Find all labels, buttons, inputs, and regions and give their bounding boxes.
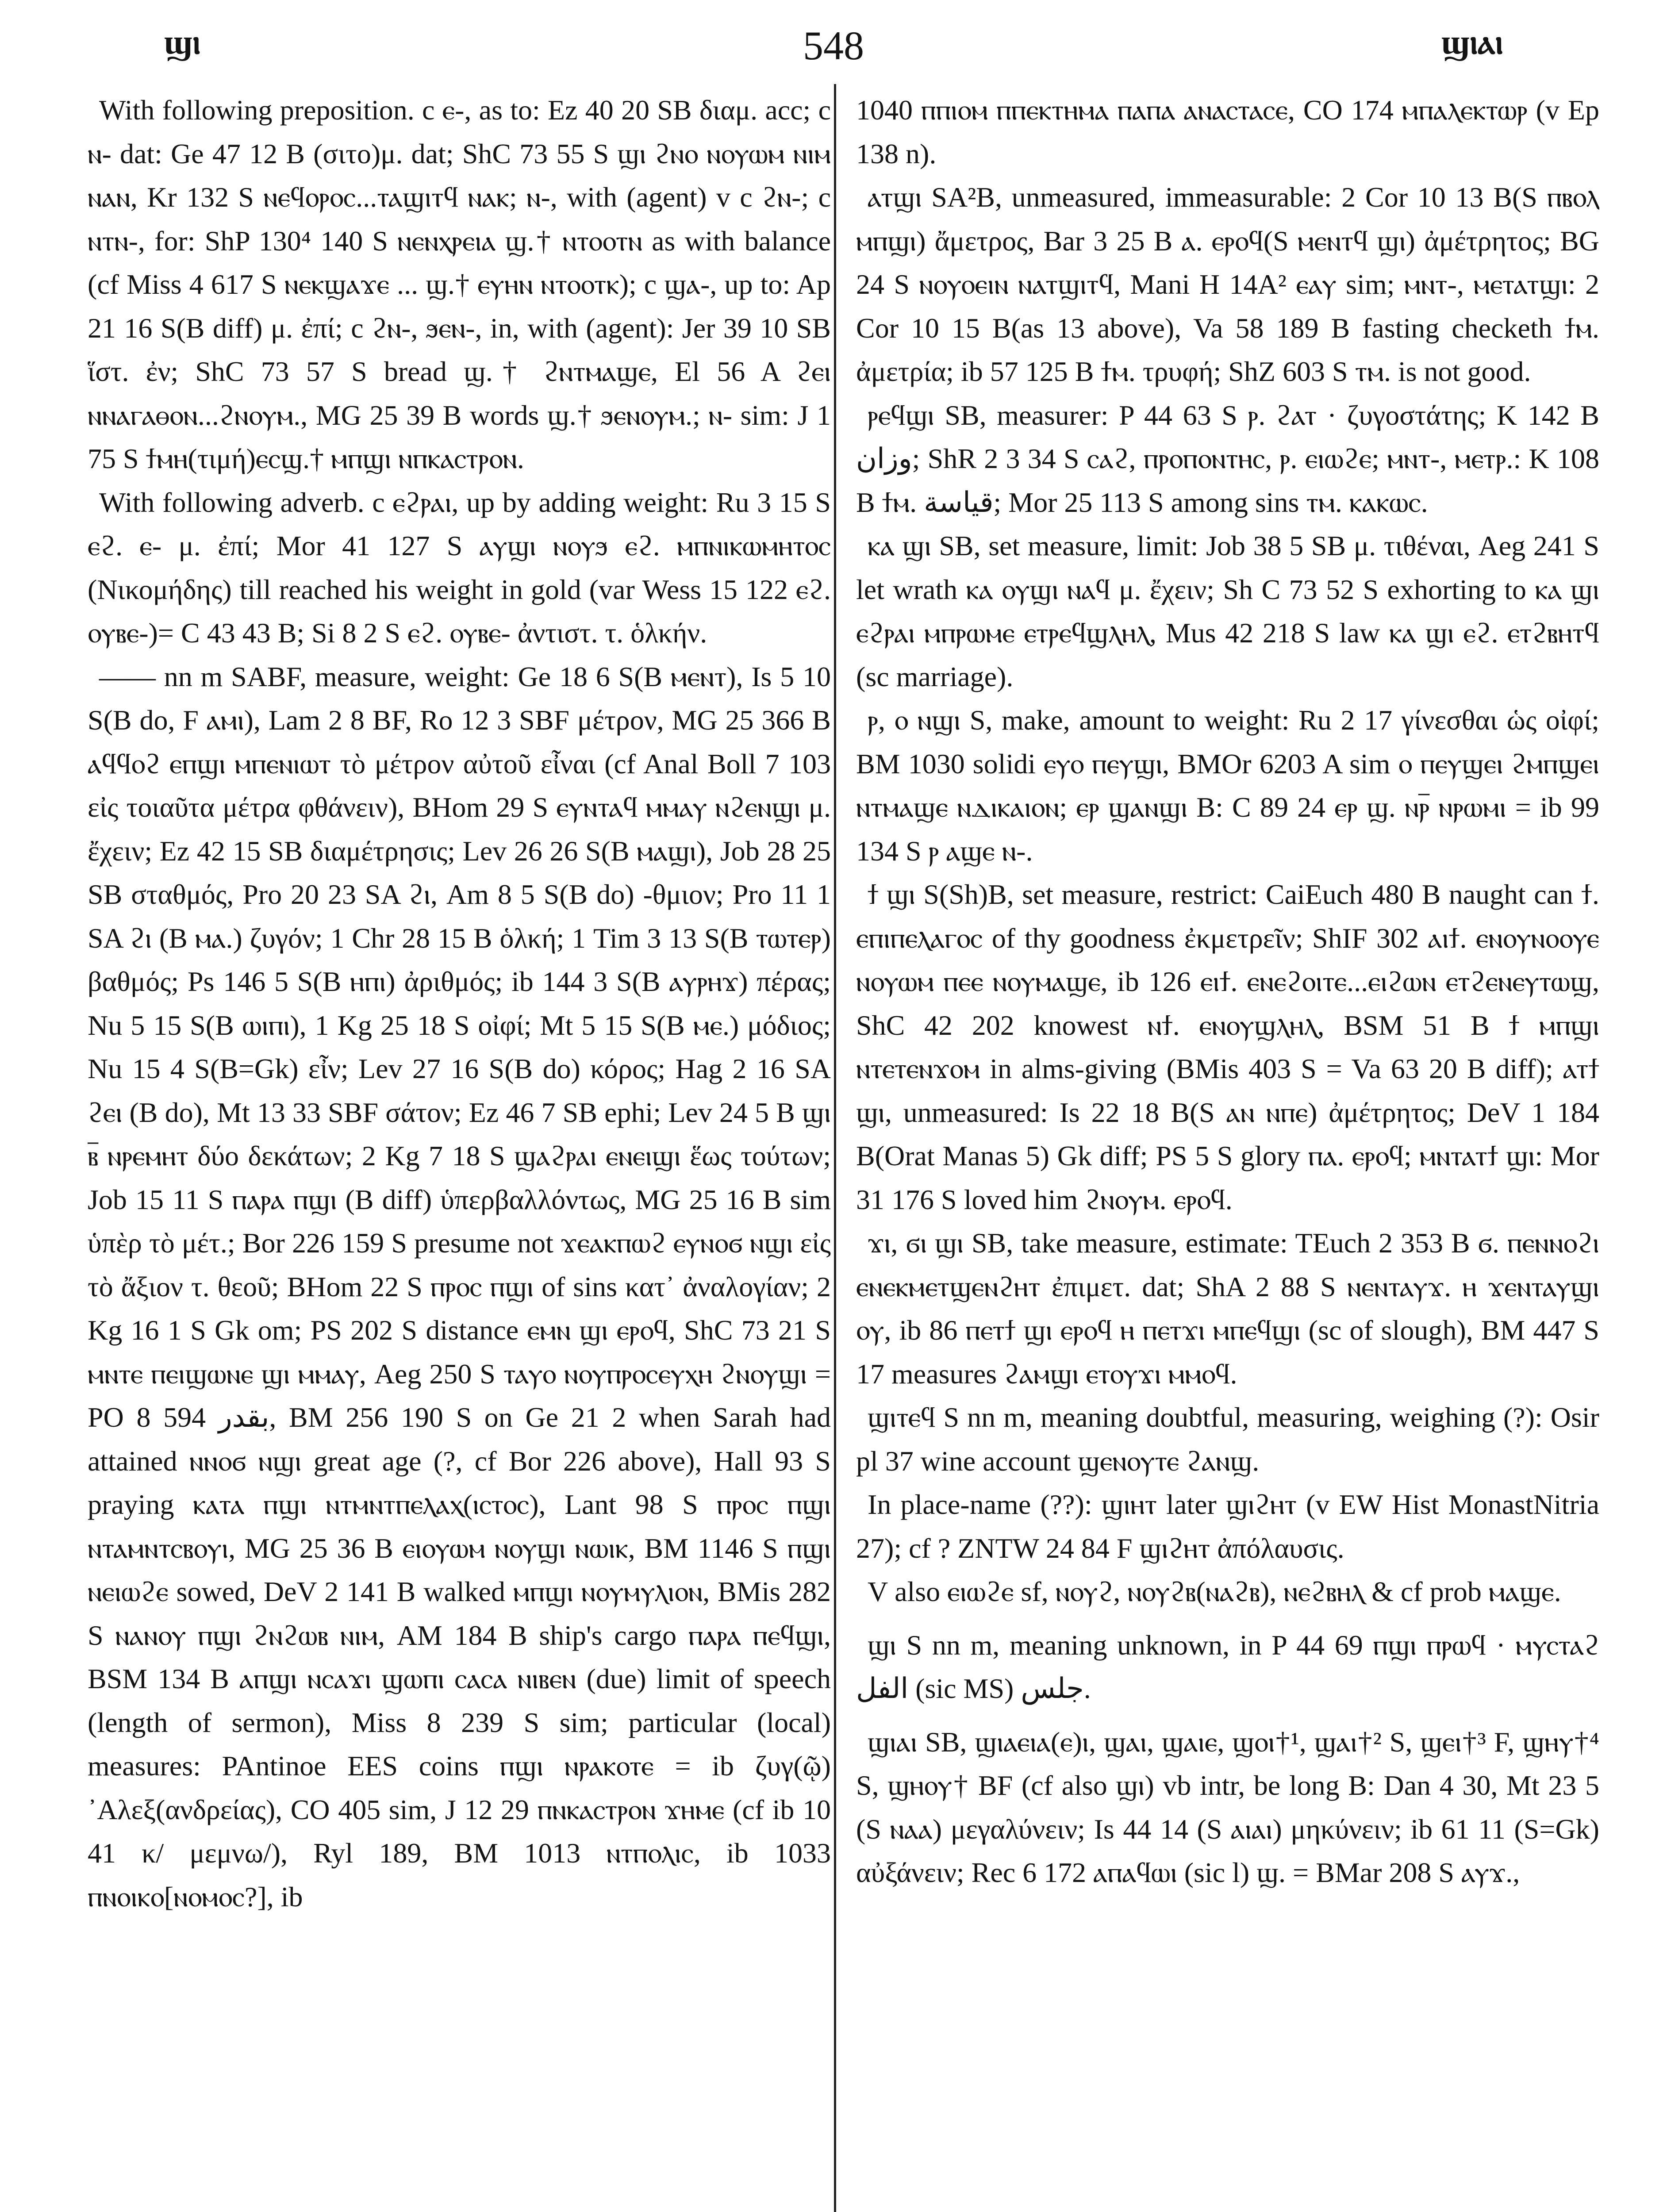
entry-atshi: ⲁⲧϣⲓ SA²B, unmeasured, immeasurable: 2 Cor 10 13 B(S ⲡⲃⲟⲗ ⲙⲡϣⲓ) ἄμετρος, Bar 3 25 B ⲁ. ⲉⲣⲟϥ(S ⲙⲉⲛⲧϥ ϣⲓ) ἀμέτρητος; BG 24 S ⲛⲟⲩⲟⲉⲓⲛ ⲛⲁⲧϣⲓⲧϥ, Mani H 14A² ⲉⲁⲩ sim; ⲙⲛⲧ-, ⲙⲉⲧⲁⲧϣⲓ: 2 Cor 10 15 B(as 13 above), Va 58 189 B fasting checketh ϯⲙ. ἀμετρία; ib 57 125 B ϯⲙ. τρυφή; ShZ 603 S ⲧⲙ. is not good. — [856, 181, 1599, 387]
paragraph-noun-measure: —— nn m SABF, measure, weight: Ge 18 6 S(B ⲙⲉⲛⲧ), Is 5 10 S(B do, F ⲁⲙⲓ), Lam 2 8 BF, Ro 12 3 SBF μέτρον, MG 25 366 B ⲁϥϥⲟϩ ⲉⲡϣⲓ ⲙⲡⲉⲛⲓⲱⲧ τὸ μέτρον αὐτοῦ εἶναι (cf Anal Boll 7 103 εἰς τοιαῦτα μέτρα φθάνειν), BHom 29 S ⲉⲩⲛⲧⲁϥ ⲙⲙⲁⲩ ⲛϩⲉⲛϣⲓ μ. ἔχειν; Ez 42 15 SB διαμέτρησις; Lev 26 26 S(B ⲙⲁϣⲓ), Job 28 25 SB σταθμός, Pro 20 23 SA ϩⲓ, Am 8 5 S(B do) -θμιον; Pro 11 1 SA ϩⲓ (B ⲙⲁ.) ζυγόν; 1 Chr 28 15 B ὁλκή; 1 Tim 3 13 S(B ⲧⲱⲧⲉⲣ) βαθμός; Ps 146 5 S(B ⲏⲡⲓ) ἀριθμός; ib 144 3 S(B ⲁⲩⲣⲏϫ) πέρας; Nu 5 15 S(B ⲱⲓⲡⲓ), 1 Kg 25 18 S οἰφί; Mt 5 15 S(B ⲙⲉ.) μόδιος; Nu 15 4 S(B=Gk) εἶν; Lev 27 16 S(B do) κόρος; Hag 2 16 SA ϩⲉⲓ (B do), Mt 13 33 SBF σάτον; Ez 46 7 SB ephi; Lev 24 5 B ϣⲓ ⲃ̅ ⲛⲣⲉⲙⲏⲧ δύο δεκάτων; 2 Kg 7 18 S ϣⲁϩⲣⲁⲓ ⲉⲛⲉⲓϣⲓ ἕως τούτων; Job 15 11 S ⲡⲁⲣⲁ ⲡϣⲓ (B diff) ὑπερβαλλόντως, MG 25 16 B sim ὑπὲρ τὸ μέτ.; Bor 226 159 S presume not ϫⲉⲁⲕⲡⲱϩ ⲉⲩⲛⲟϭ ⲛϣⲓ εἰς τὸ ἄξιον τ. θεοῦ; BHom 22 S ⲡⲣⲟⲥ ⲡϣⲓ of sins κατ᾽ ἀναλογίαν; 2 Kg 16 1 S Gk om; PS 202 S distance ⲉⲙⲛ ϣⲓ ⲉⲣⲟϥ, ShC 73 21 S ⲙⲛⲧⲉ ⲡⲉⲓϣⲱⲛⲉ ϣⲓ ⲙⲙⲁⲩ, Aeg 250 S ⲧⲁⲩⲟ ⲛⲟⲩⲡⲣⲟⲥⲉⲩⲭⲏ ϩⲛⲟⲩϣⲓ = PO 8 594 بقدر, BM 256 190 S on Ge 21 2 when Sarah had attained ⲛⲛⲟϭ ⲛϣⲓ great age (?, cf Bor 226 above), Hall 93 S praying ⲕⲁⲧⲁ ⲡϣⲓ ⲛⲧⲙⲛⲧⲡⲉⲗⲁⲭ(ⲓⲥⲧⲟⲥ), Lant 98 S ⲡⲣⲟⲥ ⲡϣⲓ ⲛⲧⲁⲙⲛⲧⲥⲃⲟⲩⲓ, MG 25 36 B ⲉⲓⲟⲩⲱⲙ ⲛⲟⲩϣⲓ ⲛⲱⲓⲕ, BM 1146 S ⲡϣⲓ ⲛⲉⲓⲱϩⲉ sowed, DeV 2 141 B walked ⲙⲡϣⲓ ⲛⲟⲩⲙⲩⲗⲓⲟⲛ, BMis 282 S ⲛⲁⲛⲟⲩ ⲡϣⲓ ϩⲛϩⲱⲃ ⲛⲓⲙ, AM 184 B ship's cargo ⲡⲁⲣⲁ ⲡⲉϥϣⲓ, BSM 134 B ⲁⲡϣⲓ ⲛⲥⲁϫⲓ ϣⲱⲡⲓ ⲥⲁⲥⲁ ⲛⲓⲃⲉⲛ (due) limit of speech (length of sermon), Miss 8 239 S sim; particular (local) measures: PAntinoe EES coins ⲡϣⲓ ⲛⲣⲁⲕⲟⲧⲉ = ib ζυγ(ῷ) ᾽Αλεξ(ανδρείας), CO 405 sim, J 12 29 ⲡⲛⲕⲁⲥⲧⲣⲟⲛ ϫⲏⲙⲉ (cf ib 10 41 κ/ μεμνω/), Ryl 189, BM 1013 ⲛⲧⲡⲟⲗⲓⲥ, ib 1033 ⲡⲛⲟⲓⲕⲟ[ⲛⲟⲙⲟⲥ?], ib — [88, 661, 831, 1912]
entry-ka-shi: ⲕⲁ ϣⲓ SB, set measure, limit: Job 38 5 SB μ. τιθέναι, Aeg 241 S let wrath ⲕⲁ ⲟⲩϣⲓ ⲛⲁϥ μ. ἔχειν; Sh C 73 52 S exhorting to ⲕⲁ ϣⲓ ⲉϩⲣⲁⲓ ⲙⲡⲣⲱⲙⲉ ⲉⲧⲣⲉϥϣⲗⲏⲗ, Mus 42 218 S law ⲕⲁ ϣⲓ ⲉϩ. ⲉⲧϩⲃⲏⲧϥ (sc marriage). — [856, 530, 1599, 692]
running-head-right-entry: ϣⲓⲁⲓ — [1440, 23, 1503, 61]
page-number: 548 — [803, 23, 864, 68]
entry-r-o-nshi: ⲣ, ⲟ ⲛϣⲓ S, make, amount to weight: Ru 2 17 γίνεσθαι ὡς οἰφί; BM 1030 solidi ⲉⲩⲟ ⲡⲉⲩϣⲓ, BMOr 6203 A sim ⲟ ⲡⲉⲩϣⲉⲓ ϩⲙⲡϣⲉⲓ ⲛⲧⲙⲁϣⲉ ⲛⲇⲓⲕⲁⲓⲟⲛ; ⲉⲣ ϣⲁⲛϣⲓ B: C 89 24 ⲉⲣ ϣ. ⲛⲣ̅ ⲛⲣⲱⲙⲓ = ib 99 134 S ⲣ ⲁϣⲉ ⲛ-. — [856, 704, 1599, 867]
right-column — [856, 88, 1599, 2212]
paragraph-following-adverb: With following adverb. c ⲉϩⲣⲁⲓ, up by adding weight: Ru 3 15 S ⲉϩ. ⲉ- μ. ἐπί; Mor 41 127 S ⲁⲩϣⲓ ⲛⲟⲩϧ ⲉϩ. ⲙⲡⲛⲓⲕⲱⲙⲏⲧⲟⲥ (Νικομήδης) till reached his weight in gold (var Wess 15 122 ⲉϩ. ⲟⲩⲃⲉ-)= C 43 43 B; Si 8 2 S ⲉϩ. ⲟⲩⲃⲉ- ἀντιστ. τ. ὁλκήν. — [88, 486, 831, 649]
entry-shitef: ϣⲓⲧⲉϥ S nn m, meaning doubtful, measuring, weighing (?): Osir pl 37 wine account ϣⲉⲛⲟⲩⲧⲉ ϩⲁⲛϣ. — [856, 1402, 1599, 1477]
paragraph-continuation: 1040 ⲡⲡⲓⲟⲙ ⲡⲡⲉⲕⲧⲏⲙⲁ ⲡⲁⲡⲁ ⲁⲛⲁⲥⲧⲁⲥⲉ, CO 174 ⲙⲡⲁⲗⲉⲕⲧⲱⲣ (v Ep 138 n). — [856, 94, 1599, 169]
entry-see-also: V also ⲉⲓⲱϩⲉ sf, ⲛⲟⲩϩ, ⲛⲟⲩϩⲃ(ⲛⲁϩⲃ), ⲛⲉϩⲃⲏⲗ & cf prob ⲙⲁϣⲉ. — [868, 1576, 1561, 1607]
running-head-left-entry: ϣⲓ — [164, 23, 201, 61]
entry-place-name: In place-name (??): ϣⲓⲏⲧ later ϣⲓϩⲏⲧ (v EW Hist MonastNitria 27); cf ? ZNTW 24 84 F ϣⲓϩⲏⲧ ἀπόλαυσις. — [856, 1489, 1599, 1564]
paragraph-following-preposition: With following preposition. c ⲉ-, as to: Ez 40 20 SB διαμ. acc; c ⲛ- dat: Ge 47 12 B (σιτο)μ. dat; ShC 73 55 S ϣⲓ ϩⲛⲟ ⲛⲟⲩⲱⲙ ⲛⲓⲙ ⲛⲁⲛ, Kr 132 S ⲛⲉϥⲟⲣⲟⲥ...ⲧⲁϣⲓⲧϥ ⲛⲁⲕ; ⲛ-, with (agent) v c ϩⲛ-; c ⲛⲧⲛ-, for: ShP 130⁴ 140 S ⲛⲉⲛⲭⲣⲉⲓⲁ ϣ.† ⲛⲧⲟⲟⲧⲛ as with balance (cf Miss 4 617 S ⲛⲉⲕϣⲁϫⲉ ... ϣ.† ⲉⲩⲏⲛ ⲛⲧⲟⲟⲧⲕ); c ϣⲁ-, up to: Ap 21 16 S(B diff) μ. ἐπί; c ϩⲛ-, ϧⲉⲛ-, in, with (agent): Jer 39 10 SB ἵστ. ἐν; ShC 73 57 S bread ϣ.† ϩⲛⲧⲙⲁϣⲉ, El 56 A ϩⲉⲓ ⲛⲛⲁⲅⲁⲑⲟⲛ...ϩⲛⲟⲩⲙ., MG 25 39 B words ϣ.† ϧⲉⲛⲟⲩⲙ.; ⲛ- sim: J 1 75 S ϯⲙⲏ(τιμή)ⲉⲥϣ.† ⲙⲡϣⲓ ⲛⲡⲕⲁⲥⲧⲣⲟⲛ. — [88, 94, 831, 474]
entry-refshi: ⲣⲉϥϣⲓ SB, measurer: P 44 63 S ⲣ. ϩⲁⲧ · ζυγοστάτης; K 142 B وزان; ShR 2 3 34 S ⲥⲁϩ, ⲡⲣⲟⲡⲟⲛⲧⲏⲥ, ⲣ. ⲉⲓⲱϩⲉ; ⲙⲛⲧ-, ⲙⲉⲧⲣ.: K 108 B ϯⲙ. قياسة; Mor 25 113 S among sins ⲧⲙ. ⲕⲁⲕⲱⲥ. — [856, 399, 1599, 518]
entry-shiai: ϣⲓⲁⲓ SB, ϣⲓⲁⲉⲓⲁ(ⲉ)ⲓ, ϣⲁⲓ, ϣⲁⲓⲉ, ϣⲟⲓ†¹, ϣⲁⲓ†² S, ϣⲉⲓ†³ F, ϣⲏⲩ†⁴ S, ϣⲏⲟⲩ† BF (cf also ϣⲓ) vb intr, be long B: Dan 4 30, Mt 23 5 (S ⲛⲁⲁ) μεγαλύνειν; Is 44 14 (S ⲁⲓⲁⲓ) μηκύνειν; ib 61 11 (S=Gk) αὐξάνειν; Rec 6 172 ⲁⲡⲁϥⲱⲓ (sic l) ϣ. = BMar 208 S ⲁⲩϫ., — [856, 1726, 1599, 1888]
running-head — [88, 13, 1579, 88]
left-column — [88, 88, 831, 2212]
entry-shi-unknown: ϣⲓ S nn m, meaning unknown, in P 44 69 ⲡϣⲓ ⲡⲣⲱϥ · ⲙⲩⲥⲧⲁϩ الفل (sic MS) جلس. — [856, 1629, 1599, 1704]
column-divider — [834, 84, 836, 2212]
entry-dji-shi: ϫⲓ, ϭⲓ ϣⲓ SB, take measure, estimate: TEuch 2 353 B ϭ. ⲡⲉⲛⲛⲟϩⲓ ⲉⲛⲉⲕⲙⲉⲧϣⲉⲛϩⲏⲧ ἐπιμετ. dat; ShA 2 88 S ⲛⲉⲛⲧⲁⲩϫ. ⲏ ϫⲉⲛⲧⲁⲩϣⲓ ⲟⲩ, ib 86 ⲡⲉⲧϯ ϣⲓ ⲉⲣⲟϥ ⲏ ⲡⲉⲧϫⲓ ⲙⲡⲉϥϣⲓ (sc of slough), BM 447 S 17 measures ϩⲁⲙϣⲓ ⲉⲧⲟⲩϫⲓ ⲙⲙⲟϥ. — [856, 1227, 1599, 1390]
entry-ti-shi: ϯ ϣⲓ S(Sh)B, set measure, restrict: CaiEuch 480 B naught can ϯ. ⲉⲡⲓⲡⲉⲗⲁⲅⲟⲥ of thy goodness ἐκμετρεῖν; ShIF 302 ⲁⲓϯ. ⲉⲛⲟⲩⲛⲟⲟⲩⲉ ⲛⲟⲩⲱⲙ ⲡⲉⲉ ⲛⲟⲩⲙⲁϣⲉ, ib 126 ⲉⲓϯ. ⲉⲛⲉϩⲟⲓⲧⲉ...ⲉⲓϩⲱⲛ ⲉⲧϩⲉⲛⲉⲩⲧⲱϣ, ShC 42 202 knowest ⲛϯ. ⲉⲛⲟⲩϣⲗⲏⲗ, BSM 51 B ϯ ⲙⲡϣⲓ ⲛⲧⲉⲧⲉⲛϫⲟⲙ in alms-giving (BMis 403 S = Va 63 20 B diff); ⲁⲧϯ ϣⲓ, unmeasured: Is 22 18 B(S ⲁⲛ ⲛⲡⲉ) ἀμέτρητος; DeV 1 184 B(Orat Manas 5) Gk diff; PS 5 S glory ⲡⲁ. ⲉⲣⲟϥ; ⲙⲛⲧⲁⲧϯ ϣⲓ: Mor 31 176 S loved him ϩⲛⲟⲩⲙ. ⲉⲣⲟϥ. — [856, 879, 1599, 1215]
